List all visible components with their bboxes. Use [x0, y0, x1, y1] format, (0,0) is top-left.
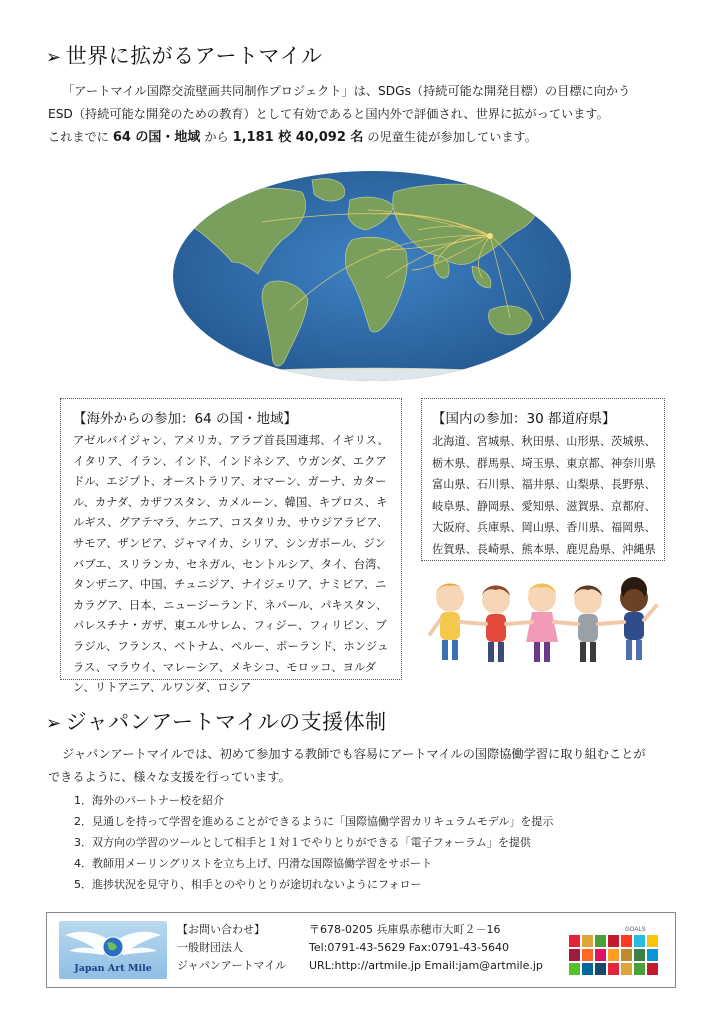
prefecture-line: 富山県、石川県、福井県、山梨県、長野県、: [432, 478, 656, 492]
phone-fax: Tel:0791-43-5629 Fax:0791-43-5640: [309, 941, 509, 954]
overseas-participation-box: [60, 398, 402, 695]
section-title: 世界に拡がるアートマイル: [65, 44, 323, 68]
prefecture-line: 北海道、宮城県、秋田県、山形県、茨城県、: [432, 435, 656, 448]
org-type: 一般財団法人: [177, 941, 243, 954]
domestic-participation-box: [421, 398, 665, 561]
sdg-tile: [595, 935, 606, 947]
support-list-item: 5．進捗状況を見守り、相手とのやりとりが途切れないようにフォロー: [74, 878, 422, 891]
japan-marker-icon: [487, 233, 493, 239]
contact-organization: [177, 921, 286, 975]
support-intro-line: [48, 743, 698, 766]
overseas-title: 【海外からの参加：64 の国・地域】: [73, 411, 297, 427]
sdg-tile: [647, 935, 658, 947]
antarctica-shape: [212, 368, 532, 382]
prefecture-line: 栃木県、群馬県、埼玉県、東京都、神奈川県: [432, 456, 656, 470]
contact-details: [309, 921, 543, 975]
sdg-tile: [595, 963, 606, 975]
support-intro-line-1: ジャパンアートマイルでは、初めて参加する教師でも容易にアートマイルの国際協働学習に取り組むことが: [62, 747, 646, 761]
sdg-tile: [569, 935, 580, 947]
section-heading-world: [46, 40, 323, 70]
sdg-tile: [569, 949, 580, 961]
logo-text: Japan Art Mile: [74, 963, 152, 974]
support-list-item: 1．海外のパートナー校を紹介: [74, 794, 224, 807]
sdg-tile: [634, 949, 645, 961]
sdg-tile: [634, 935, 645, 947]
postal-address: 〒678-0205 兵庫県赤穂市大町２－16: [309, 923, 501, 936]
intro-line-3-mid: から: [204, 130, 229, 144]
sdg-tiles-grid: [569, 935, 658, 975]
section-heading-support: [46, 706, 387, 736]
sdg-tile: [582, 935, 593, 947]
prefecture-line: 大阪府、兵庫県、岡山県、香川県、福岡県、: [432, 521, 656, 535]
stat-countries: 64 の国・地域: [112, 130, 201, 145]
support-list-item: 2．見通しを持って学習を進めることができるように「国際協働学習カリキュラムモデル」を提示: [74, 815, 554, 828]
intro-line-3-prefix: これまでに: [48, 130, 109, 144]
sdg-tile: [608, 949, 619, 961]
support-intro-line-2: できるように、様々な支援を行っています。: [48, 770, 291, 784]
sdg-tile: [621, 949, 632, 961]
prefecture-line: 佐賀県、長崎県、熊本県、鹿児島県、沖縄県: [432, 542, 656, 556]
sdg-tile: [569, 963, 580, 975]
intro-line-2: ESD（持続可能な開発のための教育）として有効であると国内外で評価され、世界に拡がっています。: [48, 107, 609, 121]
sdgs-goals-text: GOALS: [625, 927, 646, 933]
sdg-tile: [634, 963, 645, 975]
support-intro-paragraph: [48, 743, 698, 789]
intro-line-3-suffix: の児童生徒が参加しています。: [367, 130, 537, 144]
children-holding-hands-illustration: [426, 576, 660, 668]
stat-schools-students: 1,181 校 40,092 名: [232, 130, 364, 145]
sdg-tile: [647, 963, 658, 975]
world-map-image: [172, 170, 572, 382]
intro-paragraph: [48, 80, 688, 149]
support-list: [74, 790, 553, 895]
contact-footer: [46, 912, 676, 988]
overseas-country-list: アゼルバイジャン、アメリカ、アラブ首長国連邦、イギリス、イタリア、イラン、インド、インドネシア、ウガンダ、エクアドル、エジプト、オーストラリア、オマーン、ガーナ、カタール、カナダ、カザフスタン、カメルーン、韓国、キプロス、キルギス、グアテマラ、ケニア、コスタリカ、サウジアラビア、サモア、ザンビア、ジャマイカ、シリア、シンガポール、ジンバブエ、スリランカ、セネガル、セントルシア、タイ、台湾、タンザニア、中国、チュニジア、ナイジェリア、ナミビア、ニカラグア、日本、ニュージーランド、ネパール、パキスタン、パレスチナ・ガザ、東エルサレム、フィジー、フィリピン、ブラジル、フランス、ベトナム、ペルー、ポーランド、ホンジュラス、マラウイ、マレーシア、メキシコ、モロッコ、ヨルダン、リトアニア、ルワンダ、ロシア: [73, 434, 389, 695]
intro-line: [48, 103, 688, 126]
sdg-tile: [582, 949, 593, 961]
sdg-tile: [621, 935, 632, 947]
intro-line-1: 「アートマイル国際交流壁画共同制作プロジェクト」は、SDGs（持続可能な開発目標）の目標に向かう: [62, 84, 631, 98]
sdg-tile: [621, 963, 632, 975]
support-intro-line: [48, 766, 698, 789]
section-title: ジャパンアートマイルの支援体制: [65, 710, 387, 734]
org-name: ジャパンアートマイル: [177, 959, 287, 972]
contact-label: 【お問い合わせ】: [177, 923, 265, 936]
sdgs-goals-logo: [567, 923, 663, 979]
japan-art-mile-logo: [59, 921, 167, 979]
arrow-bullet-icon: ➢: [46, 713, 62, 734]
intro-line: [48, 126, 688, 149]
domestic-title: 【国内の参加：30 都道府県】: [432, 411, 616, 427]
prefecture-line: 岐阜県、静岡県、愛知県、滋賀県、京都府、: [432, 499, 656, 513]
arrow-bullet-icon: ➢: [46, 47, 62, 68]
sdg-tile: [582, 963, 593, 975]
url-email[interactable]: URL:http://artmile.jp Email:jam@artmile.jp: [309, 959, 543, 972]
sdg-tile: [647, 949, 658, 961]
support-list-item: 4．教師用メーリングリストを立ち上げ、円滑な国際協働学習をサポート: [74, 857, 433, 870]
support-list-item: 3．双方向の学習のツールとして相手と１対１でやりとりができる「電子フォーラム」を提供: [74, 836, 531, 849]
sdg-tile: [595, 949, 606, 961]
sdg-tile: [608, 935, 619, 947]
intro-line: [48, 80, 688, 103]
sdg-tile: [608, 963, 619, 975]
